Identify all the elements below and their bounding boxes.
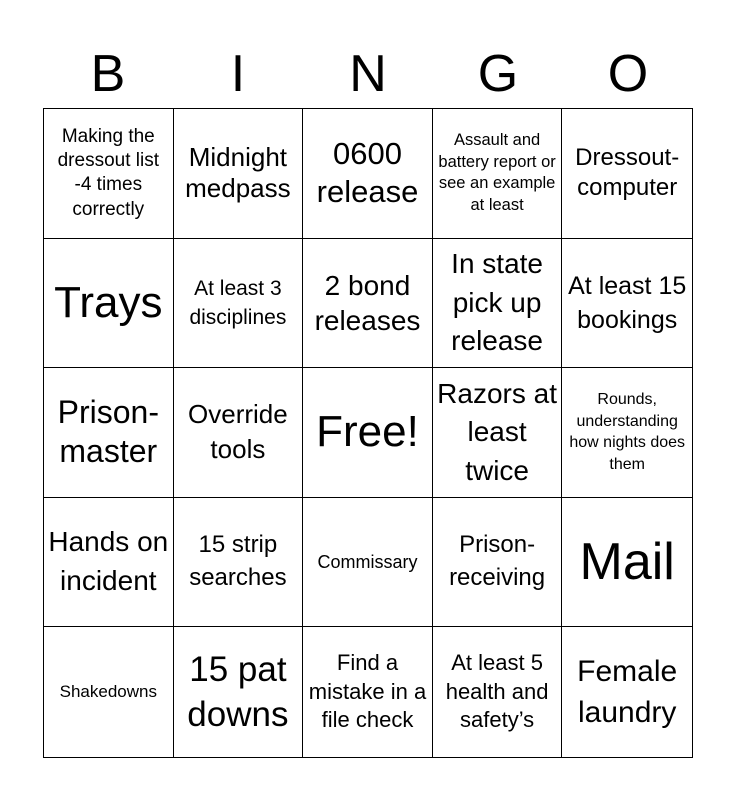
bingo-cell-r5-c2[interactable] xyxy=(174,627,304,757)
bingo-cell-text: 15 strip searches xyxy=(189,531,287,592)
bingo-cell-text: Trays xyxy=(54,277,163,327)
bingo-cell-text: Commissary xyxy=(317,551,418,572)
bingo-header xyxy=(43,40,693,108)
header-letter-g: G xyxy=(477,45,519,103)
bingo-cell-text: Dressout-computer xyxy=(575,144,680,202)
bingo-cell-text: Find a mistake in a file check xyxy=(308,650,427,733)
bingo-cell-text: 0600 release xyxy=(316,136,419,210)
header-letter-o: O xyxy=(607,45,649,103)
bingo-cell-text: Free! xyxy=(316,407,419,457)
bingo-cell-r4-c1[interactable] xyxy=(44,498,174,628)
bingo-cell-r1-c3[interactable] xyxy=(303,109,433,239)
bingo-board xyxy=(43,108,693,758)
bingo-cell-text: Prison-receiving xyxy=(449,531,546,592)
bingo-cell-text: Assault and battery report or see an example at least xyxy=(438,131,556,214)
bingo-cell-r1-c1[interactable] xyxy=(44,109,174,239)
bingo-cell-r2-c3[interactable] xyxy=(303,239,433,369)
bingo-cell-r5-c3[interactable] xyxy=(303,627,433,757)
bingo-cell-r4-c5[interactable] xyxy=(562,498,692,628)
bingo-cell-text: Shakedowns xyxy=(59,681,157,701)
bingo-cell-r4-c4[interactable] xyxy=(433,498,563,628)
header-letter-b: B xyxy=(90,45,126,103)
bingo-cell-text: In state pick up release xyxy=(451,247,544,357)
bingo-cell-r3-c5[interactable] xyxy=(562,368,692,498)
bingo-cell-r1-c5[interactable] xyxy=(562,109,692,239)
bingo-cell-r2-c4[interactable] xyxy=(433,239,563,369)
bingo-cell-r5-c1[interactable] xyxy=(44,627,174,757)
bingo-cell-text: Razors at least twice xyxy=(437,377,557,486)
bingo-cell-text: Making the dressout list -4 times correctly xyxy=(57,125,159,220)
bingo-cell-text: Prison-master xyxy=(57,394,159,470)
bingo-cell-text: Hands on incident xyxy=(48,526,169,597)
bingo-cell-r2-c2[interactable] xyxy=(174,239,304,369)
bingo-cell-r3-c3[interactable] xyxy=(303,368,433,498)
bingo-cell-r5-c4[interactable] xyxy=(433,627,563,757)
header-letter-n: N xyxy=(349,45,387,103)
bingo-cell-r3-c4[interactable] xyxy=(433,368,563,498)
bingo-cell-text: Override tools xyxy=(188,398,288,465)
bingo-cell-text: Rounds, understanding how nights does them xyxy=(569,390,686,474)
bingo-cell-text: 2 bond releases xyxy=(314,269,421,336)
bingo-cell-r2-c5[interactable] xyxy=(562,239,692,369)
bingo-cell-r5-c5[interactable] xyxy=(562,627,692,757)
bingo-cell-r2-c1[interactable] xyxy=(44,239,174,369)
bingo-cell-r4-c3[interactable] xyxy=(303,498,433,628)
bingo-cell-r3-c2[interactable] xyxy=(174,368,304,498)
bingo-cell-text: Mail xyxy=(579,533,675,592)
bingo-cell-r4-c2[interactable] xyxy=(174,498,304,628)
header-letter-i: I xyxy=(230,45,246,103)
bingo-cell-text: At least 3 disciplines xyxy=(189,276,287,329)
bingo-cell-text: At least 15 bookings xyxy=(568,271,687,334)
bingo-cell-text: At least 5 health and safety’s xyxy=(445,650,549,733)
bingo-cell-text: Female laundry xyxy=(577,654,678,730)
bingo-cell-r1-c2[interactable] xyxy=(174,109,304,239)
bingo-cell-text: Midnight medpass xyxy=(185,141,291,204)
bingo-cell-r3-c1[interactable] xyxy=(44,368,174,498)
bingo-cell-text: 15 pat downs xyxy=(187,649,289,735)
bingo-cell-r1-c4[interactable] xyxy=(433,109,563,239)
